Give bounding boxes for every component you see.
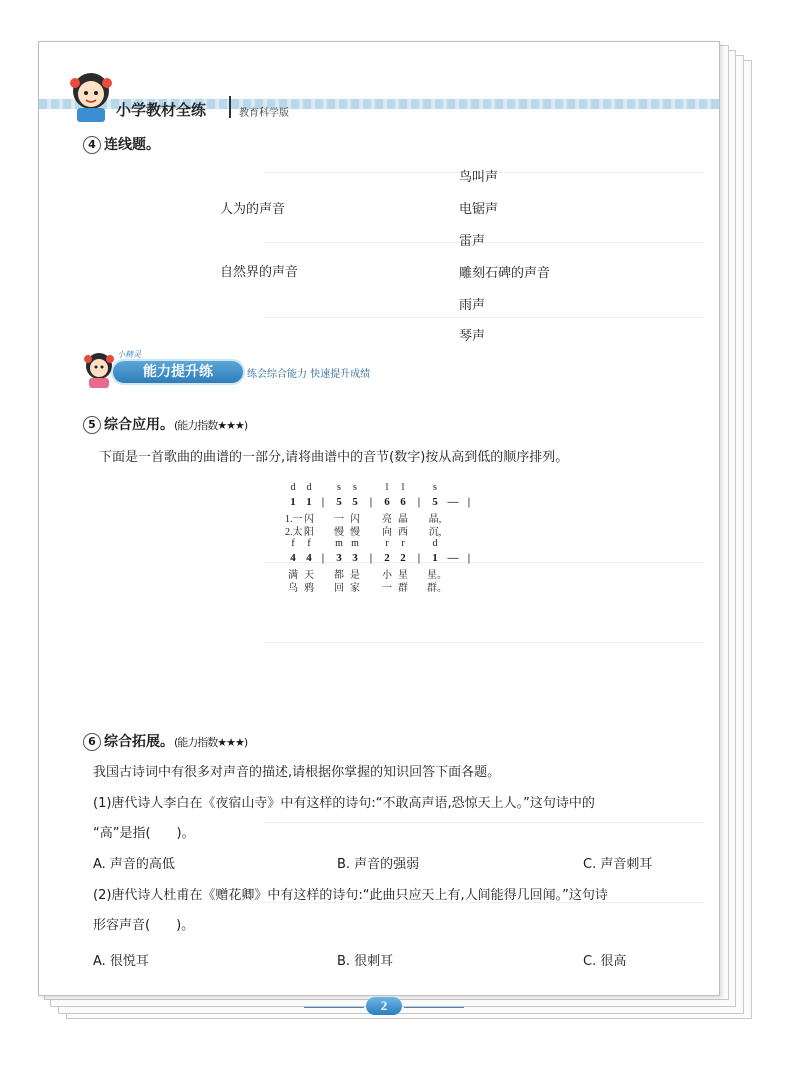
- question-4-heading: [83, 134, 160, 154]
- solfa-syllable: d: [432, 538, 438, 549]
- note-digit: 4: [306, 552, 312, 564]
- note-digit: 1: [432, 552, 438, 564]
- right-item[interactable]: 电锯声: [459, 202, 499, 217]
- lyric-char: 乌: [288, 583, 298, 594]
- lyric-char: 慢: [334, 527, 344, 538]
- notes-row: [285, 552, 475, 566]
- lyric-char: 都: [334, 570, 344, 581]
- note-digit: 5: [432, 496, 438, 508]
- note-digit: 3: [352, 552, 358, 564]
- notes-row: [285, 496, 475, 510]
- bleed-line: [264, 317, 704, 318]
- solfa-row: [285, 482, 475, 496]
- option-b[interactable]: B. 声音的强弱: [337, 857, 420, 872]
- note-digit: 6: [384, 496, 390, 508]
- right-item[interactable]: 琴声: [459, 329, 486, 344]
- solfa-syllable: m: [335, 538, 343, 549]
- note-digit: 1: [290, 496, 296, 508]
- lyric-char: 家: [350, 583, 360, 594]
- solfa-syllable: s: [433, 482, 437, 493]
- lyric-char: 西: [398, 527, 408, 538]
- note-digit: |: [417, 552, 421, 564]
- lyric-char: 沉,: [428, 527, 442, 538]
- question-5-text: 下面是一首歌曲的曲谱的一部分,请将曲谱中的音节(数字)按从高到低的顺序排列。: [99, 450, 569, 465]
- mascot-girl-icon: [57, 67, 125, 125]
- lyric-row: [285, 566, 475, 580]
- lyric-char: 星。: [427, 570, 447, 581]
- bleed-line: [264, 642, 704, 643]
- note-digit: —: [447, 496, 459, 508]
- note-digit: 2: [400, 552, 406, 564]
- lyric-char: 天: [304, 570, 314, 581]
- question-title: 综合应用。: [104, 417, 174, 433]
- right-item[interactable]: 鸟叫声: [459, 170, 499, 185]
- lyric-row: [285, 510, 475, 524]
- question-6-part1-line1: (1)唐代诗人李白在《夜宿山寺》中有这样的诗句:“不敢高声语,恐惊天上人。”这句诗中的: [93, 796, 595, 811]
- solfa-syllable: s: [337, 482, 341, 493]
- banner-mini-label: 小精灵: [117, 350, 141, 359]
- page-number: 2: [366, 997, 402, 1015]
- note-digit: 4: [290, 552, 296, 564]
- note-digit: 1: [306, 496, 312, 508]
- question-number: 4: [83, 136, 101, 154]
- option-b[interactable]: B. 很刺耳: [337, 954, 394, 969]
- lyric-char: 满: [288, 570, 298, 581]
- question-number: 6: [83, 733, 101, 751]
- lyric-char: 回: [334, 583, 344, 594]
- lyric-char: 2.太: [285, 527, 303, 538]
- note-digit: |: [467, 552, 471, 564]
- lyric-char: 星: [398, 570, 408, 581]
- note-digit: |: [467, 496, 471, 508]
- lyric-char: 阳: [304, 527, 314, 538]
- question-title: 连线题。: [104, 137, 160, 153]
- note-digit: 5: [352, 496, 358, 508]
- lyric-char: 鸦: [304, 583, 314, 594]
- solfa-syllable: m: [351, 538, 359, 549]
- question-number: 5: [83, 416, 101, 434]
- lyric-char: 亮: [382, 514, 392, 525]
- solfa-syllable: r: [401, 538, 405, 549]
- banner-slogan: 练会综合能力 快速提升成绩: [247, 369, 371, 380]
- book-title: 小学教材全练: [116, 101, 207, 119]
- book-edition: 教育科学版: [239, 108, 289, 119]
- question-6-part1-line2: “高”是指( )。: [93, 826, 195, 841]
- question-6-intro: 我国古诗词中有很多对声音的描述,请根据你掌握的知识回答下面各题。: [93, 765, 501, 780]
- option-a[interactable]: A. 声音的高低: [93, 857, 175, 872]
- solfa-syllable: l: [401, 482, 405, 493]
- note-digit: |: [417, 496, 421, 508]
- left-item[interactable]: 人为的声音: [220, 202, 286, 217]
- option-c[interactable]: C. 声音刺耳: [583, 857, 653, 872]
- question-5-heading: [83, 414, 247, 434]
- lyric-row: [285, 523, 475, 537]
- solfa-row: [285, 538, 475, 552]
- lyric-char: 一: [334, 514, 344, 525]
- solfa-syllable: f: [291, 538, 295, 549]
- note-digit: 3: [336, 552, 342, 564]
- note-digit: 2: [384, 552, 390, 564]
- note-digit: |: [369, 552, 373, 564]
- banner-title: 能力提升练: [113, 361, 243, 383]
- right-item[interactable]: 雕刻石碑的声音: [459, 266, 551, 281]
- solfa-syllable: d: [306, 482, 312, 493]
- difficulty-level: (能力指数★★★): [174, 736, 248, 749]
- lyric-char: 群。: [427, 583, 447, 594]
- difficulty-level: (能力指数★★★): [174, 419, 248, 432]
- lyric-char: 晶,: [428, 514, 442, 525]
- lyric-char: 晶: [398, 514, 408, 525]
- solfa-syllable: f: [307, 538, 311, 549]
- right-item[interactable]: 雨声: [459, 298, 486, 313]
- lyric-char: 是: [350, 570, 360, 581]
- lyric-char: 小: [382, 570, 392, 581]
- question-6-part2-line1: (2)唐代诗人杜甫在《赠花卿》中有这样的诗句:“此曲只应天上有,人间能得几回闻。”这句诗: [93, 888, 608, 903]
- lyric-char: 闪: [304, 514, 314, 525]
- note-digit: 6: [400, 496, 406, 508]
- page-footer: [304, 997, 464, 1017]
- solfa-syllable: l: [385, 482, 389, 493]
- footer-rule: [404, 1007, 464, 1008]
- solfa-syllable: r: [385, 538, 389, 549]
- lyric-char: 一: [382, 583, 392, 594]
- question-title: 综合拓展。: [104, 734, 174, 750]
- lyric-char: 慢: [350, 527, 360, 538]
- lyric-char: 群: [398, 583, 408, 594]
- option-c[interactable]: C. 很高: [583, 954, 627, 969]
- lyric-char: 1.一: [285, 514, 303, 525]
- header-divider: [229, 96, 231, 118]
- question-6-heading: [83, 731, 247, 751]
- option-a[interactable]: A. 很悦耳: [93, 954, 149, 969]
- note-digit: |: [321, 496, 325, 508]
- lyric-char: 闪: [350, 514, 360, 525]
- note-digit: |: [369, 496, 373, 508]
- solfa-syllable: d: [290, 482, 296, 493]
- workbook-page: [38, 41, 720, 1013]
- footer-rule: [304, 1007, 364, 1008]
- music-score: [285, 482, 475, 612]
- right-item[interactable]: 雷声: [459, 234, 486, 249]
- note-digit: |: [321, 552, 325, 564]
- solfa-syllable: s: [353, 482, 357, 493]
- left-item[interactable]: 自然界的声音: [220, 265, 299, 280]
- lyric-row: [285, 579, 475, 593]
- bleed-line: [264, 822, 704, 823]
- ability-banner: [79, 349, 679, 389]
- lyric-char: 向: [382, 527, 392, 538]
- question-6-part2-line2: 形容声音( )。: [93, 918, 195, 933]
- note-digit: 5: [336, 496, 342, 508]
- note-digit: —: [447, 552, 459, 564]
